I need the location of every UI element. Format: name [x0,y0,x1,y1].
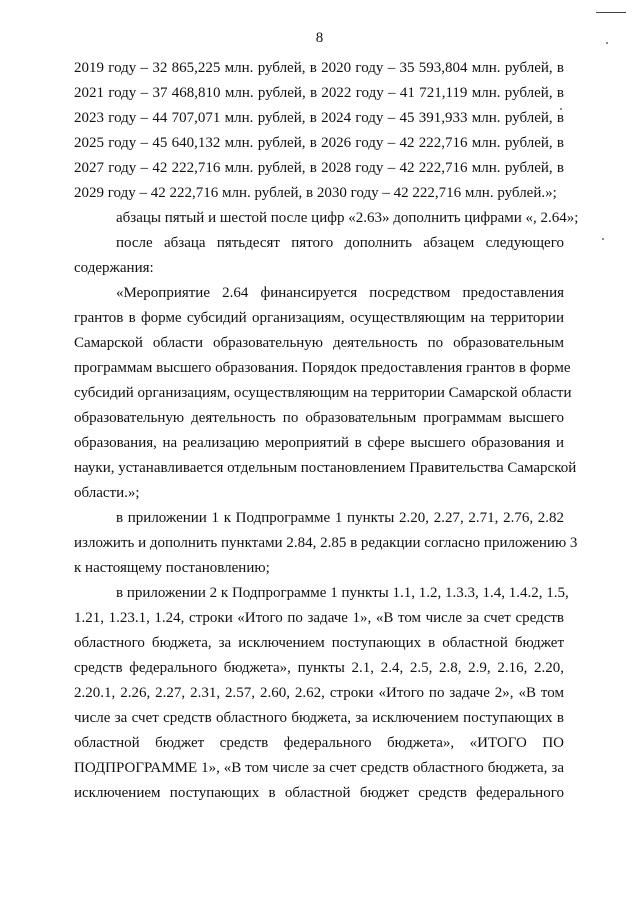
text-line: науки, устанавливается отдельным постановлением Правительства Самарской [74,460,577,476]
text-line: ПОДПРОГРАММЕ 1», «В том числе за счет средств областного бюджета, за [74,760,564,776]
text-line: к настоящему постановлению; [74,560,270,576]
text-line: 2.20.1, 2.26, 2.27, 2.31, 2.57, 2.60, 2.62, строки «Итого по задаче 2», «В том [74,685,564,701]
paragraph-start: в приложении 2 к Подпрограмме 1 пункты 1.1, 1.2, 1.3.3, 1.4, 1.4.2, 1.5, [116,585,569,601]
paragraph-start: после абзаца пятьдесят пятого дополнить абзацем следующего [116,235,564,251]
text-line: областного бюджета, за исключением поступающих в областной бюджет [74,635,564,651]
text-line: изложить и дополнить пунктами 2.84, 2.85 в редакции согласно приложению 3 [74,535,578,551]
text-line: грантов в форме субсидий организациям, осуществляющим на территории [74,310,564,326]
text-line: средств федерального бюджета», пункты 2.1, 2.4, 2.5, 2.8, 2.9, 2.16, 2.20, [74,660,564,676]
document-body [74,56,579,806]
paragraph-start: в приложении 1 к Подпрограмме 1 пункты 2.20, 2.27, 2.71, 2.76, 2.82 [116,510,564,526]
scan-speck [602,238,604,240]
text-line: 2021 году – 37 468,810 млн. рублей, в 2022 году – 41 721,119 млн. рублей, в [74,85,564,101]
paragraph-start: абзацы пятый и шестой после цифр «2.63» дополнить цифрами «, 2.64»; [116,210,579,226]
text-line: 2023 году – 44 707,071 млн. рублей, в 2024 году – 45 391,933 млн. рублей, в [74,110,564,126]
text-line: областной бюджет средств федерального бюджета», «ИТОГО ПО [74,735,564,751]
text-line: образовательную деятельность по образовательным программам высшего [74,410,564,426]
text-line: 2025 году – 45 640,132 млн. рублей, в 2026 году – 42 222,716 млн. рублей, в [74,135,564,151]
text-line: 2029 году – 42 222,716 млн. рублей, в 2030 году – 42 222,716 млн. рублей.»; [74,185,557,201]
text-line: 2019 году – 32 865,225 млн. рублей, в 2020 году – 35 593,804 млн. рублей, в [74,60,564,76]
text-line: 1.21, 1.23.1, 1.24, строки «Итого по задаче 1», «В том числе за счет средств [74,610,564,626]
text-line: числе за счет средств областного бюджета, за исключением поступающих в [74,710,564,726]
text-line: 2027 году – 42 222,716 млн. рублей, в 2028 году – 42 222,716 млн. рублей, в [74,160,564,176]
text-line: содержания: [74,260,154,276]
text-line: области.»; [74,485,140,501]
text-line: субсидий организациям, осуществляющим на территории Самарской области [74,385,572,401]
text-line: образования, на реализацию мероприятий в сфере высшего образования и [74,435,564,451]
text-line: программам высшего образования. Порядок предоставления грантов в форме [74,360,571,376]
page-number: 8 [315,30,324,46]
text-line: Самарской области образовательную деятельность по образовательным [74,335,564,351]
text-line: исключением поступающих в областной бюджет средств федерального [74,785,564,801]
quote-start: «Мероприятие 2.64 финансируется посредством предоставления [116,285,564,301]
scan-edge-mark [596,12,626,13]
